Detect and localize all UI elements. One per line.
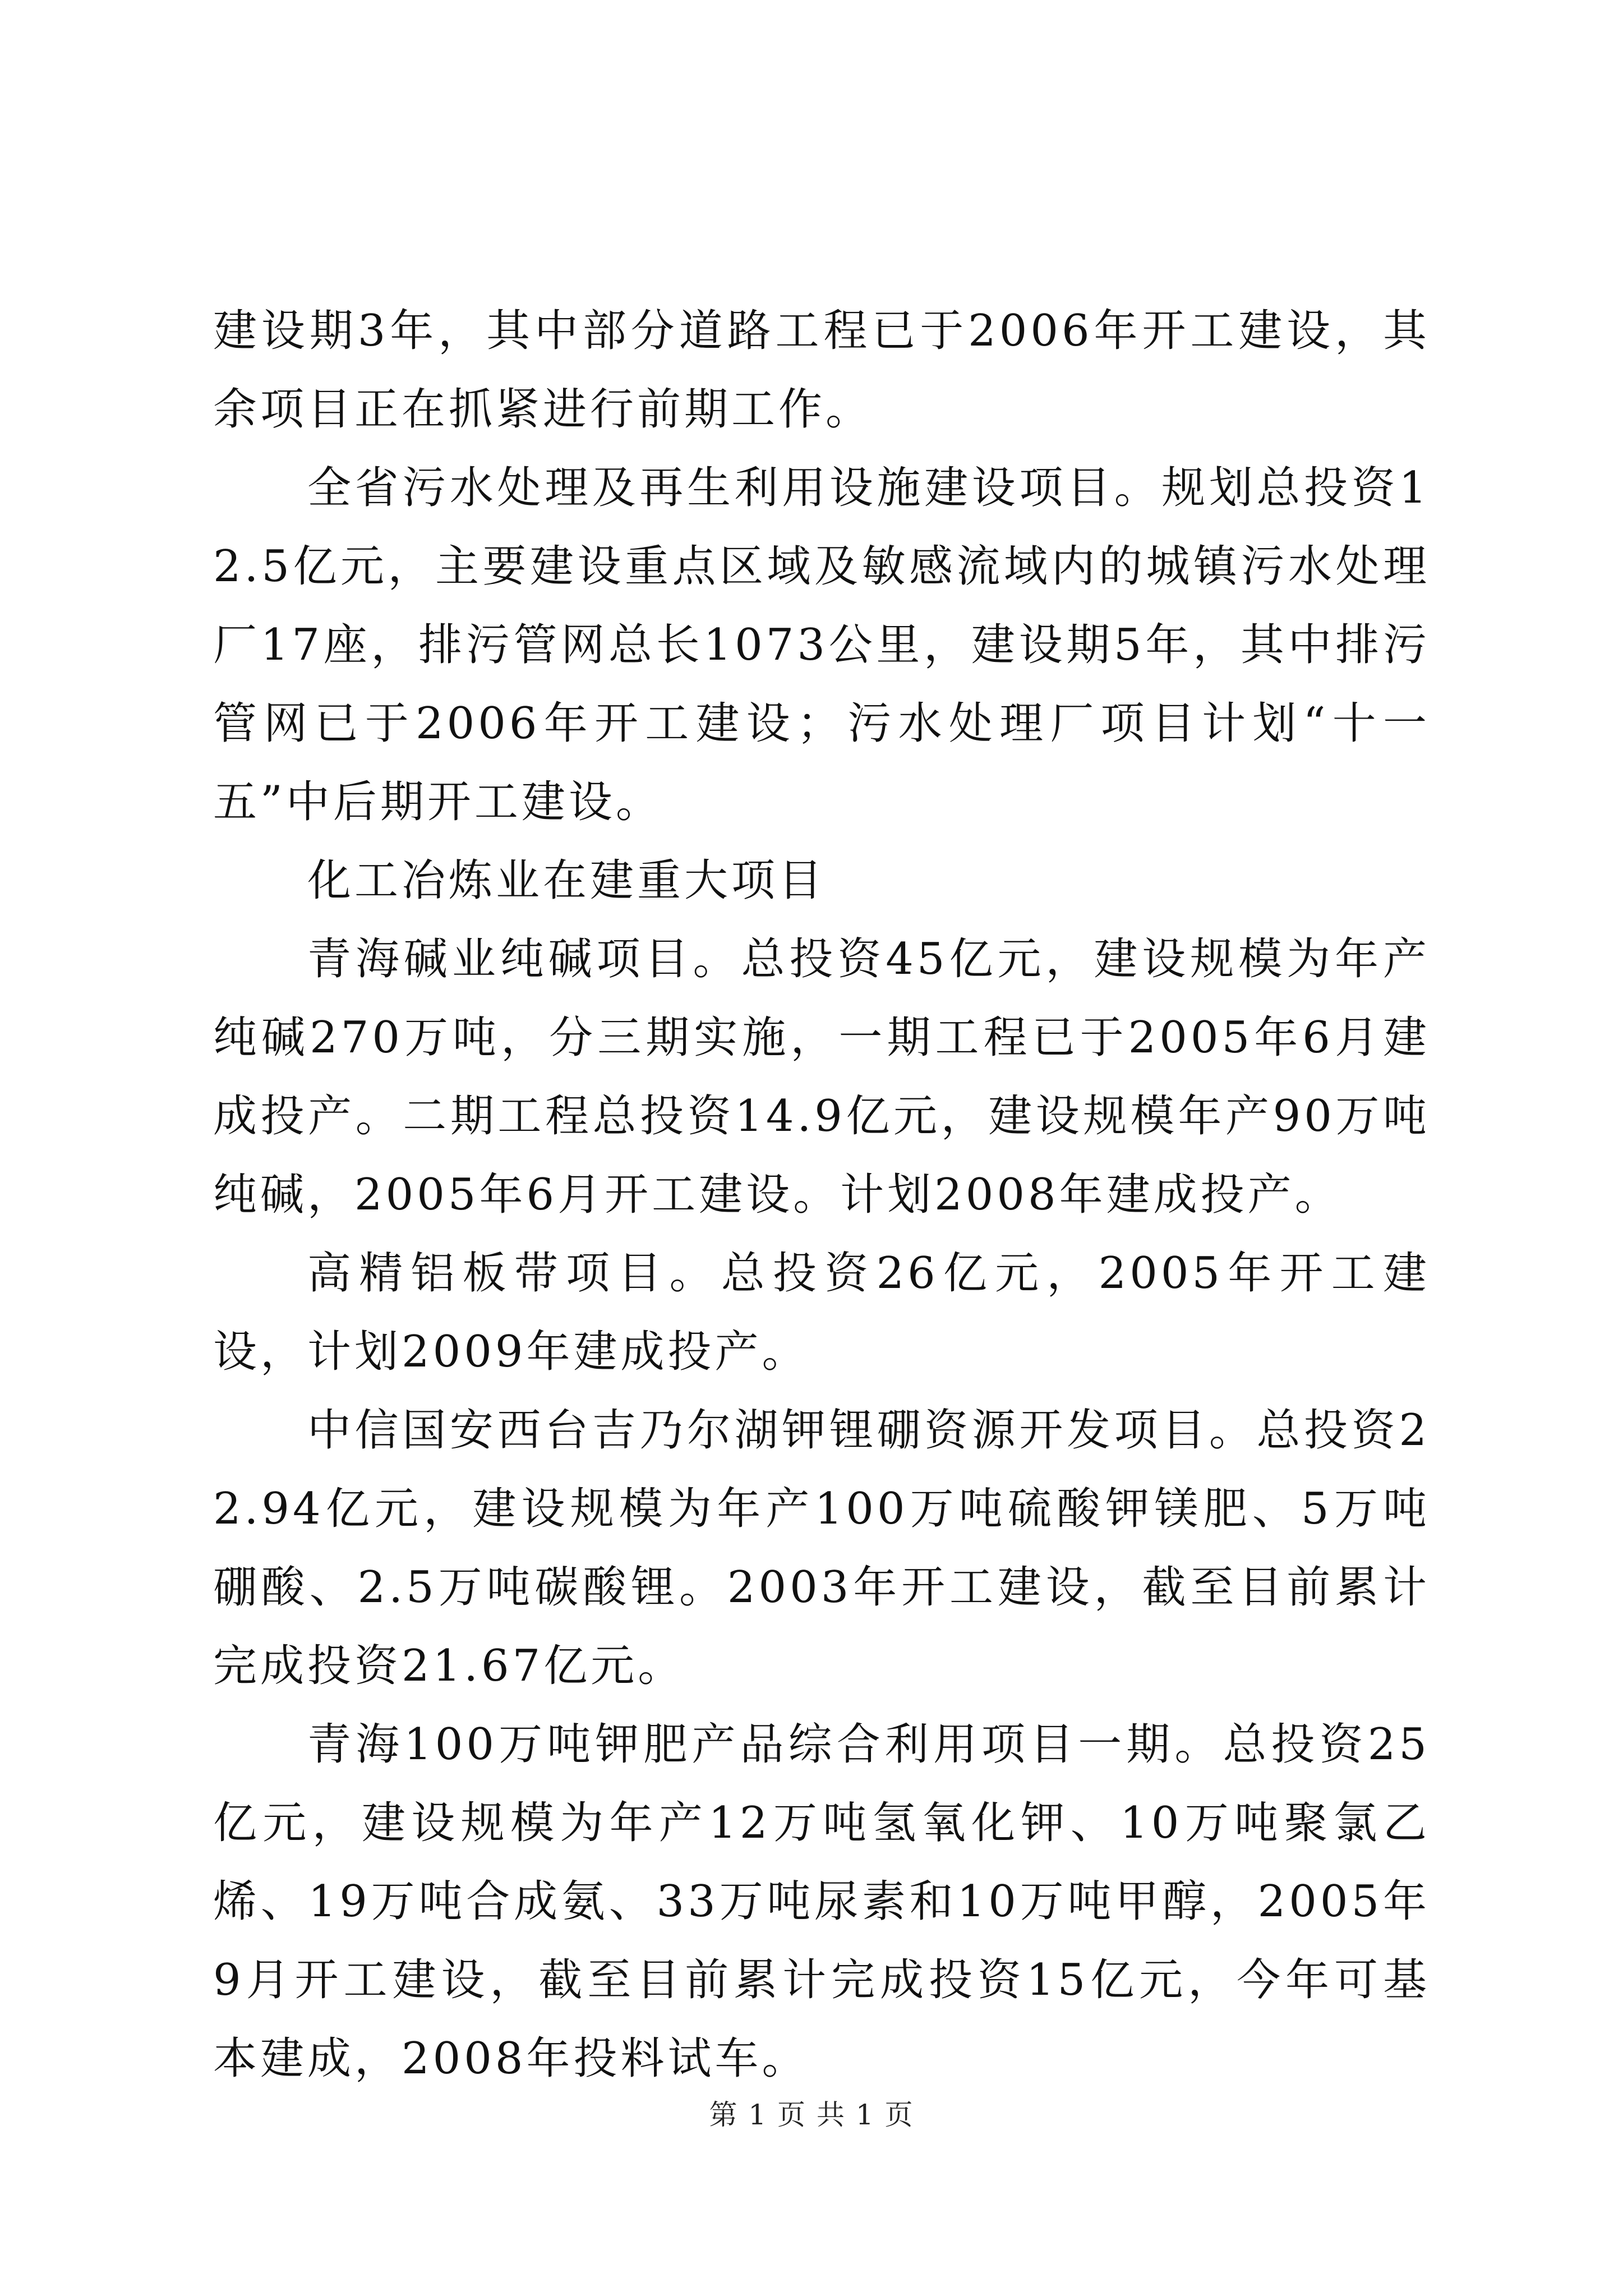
paragraph-1: 建设期3年，其中部分道路工程已于2006年开工建设，其余项目正在抓紧进行前期工作。 bbox=[213, 306, 1430, 435]
paragraph-3: 青海碱业纯碱项目。总投资45亿元，建设规模为年产纯碱270万吨，分三期实施，一期工程已于2005年6月建成投产。二期工程总投资14.9亿元，建设规模年产90万吨纯碱，2005年6月开工建设。计划2008年建成投产。 bbox=[213, 934, 1430, 1220]
page-footer: 第 1 页 共 1 页 bbox=[709, 2099, 914, 2131]
paragraph-4: 高精铝板带项目。总投资26亿元，2005年开工建设，计划2009年建成投产。 bbox=[213, 1248, 1430, 1377]
section-heading: 化工冶炼业在建重大项目 bbox=[307, 855, 826, 906]
paragraph-6: 青海100万吨钾肥产品综合利用项目一期。总投资25亿元，建设规模为年产12万吨氢氧化钾、10万吨聚氯乙烯、19万吨合成氨、33万吨尿素和10万吨甲醇，2005年9月开工建设，截至目前累计完成投资15亿元，今年可基本建成，2008年投料试车。 bbox=[213, 1719, 1430, 2084]
document-body bbox=[213, 292, 1430, 2098]
paragraph-5: 中信国安西台吉乃尔湖钾锂硼资源开发项目。总投资22.94亿元，建设规模为年产100万吨硫酸钾镁肥、5万吨硼酸、2.5万吨碳酸锂。2003年开工建设，截至目前累计完成投资21.67亿元。 bbox=[213, 1405, 1430, 1691]
paragraph-2: 全省污水处理及再生利用设施建设项目。规划总投资12.5亿元，主要建设重点区域及敏感流域内的城镇污水处理厂17座，排污管网总长1073公里，建设期5年，其中排污管网已于2006年开工建设；污水处理厂项目计划“十一五”中后期开工建设。 bbox=[213, 463, 1430, 827]
